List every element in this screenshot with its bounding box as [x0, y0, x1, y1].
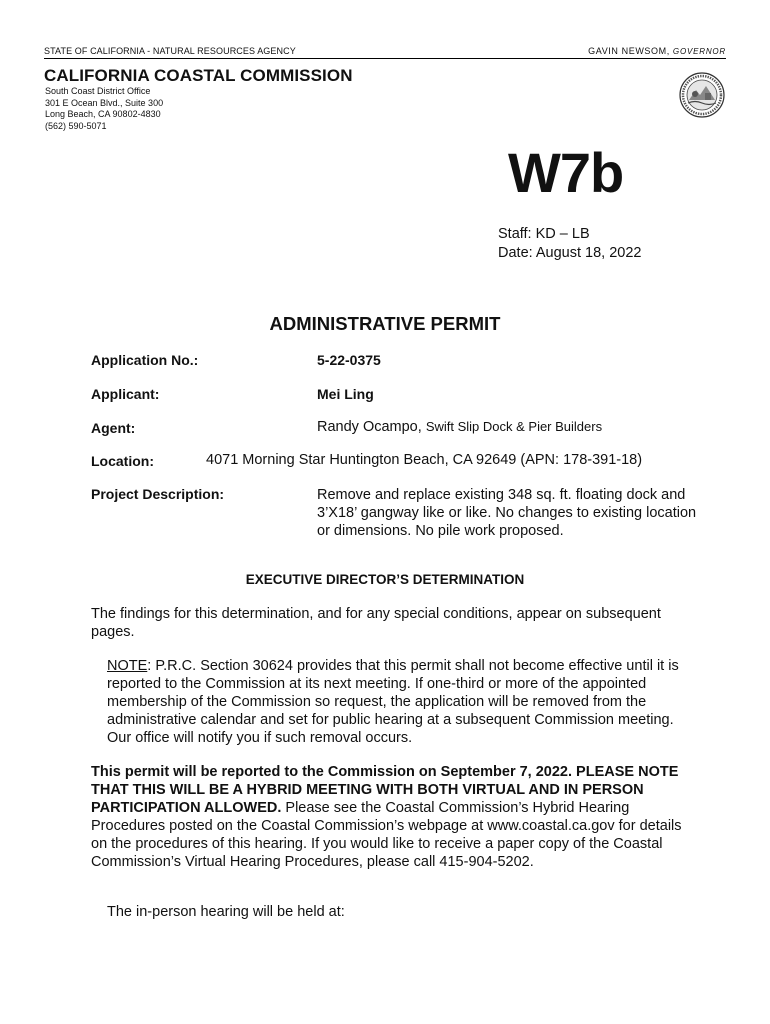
state-seal-icon — [679, 72, 725, 118]
agent-firm: Swift Slip Dock & Pier Builders — [425, 419, 603, 434]
findings-paragraph: The findings for this determination, and for any special conditions, appear on subsequent pages. — [91, 606, 661, 640]
report-text: Please see the Coastal Commission’s Hybrid Hearing Procedures posted on the Coastal Commission’s webpage at www.coastal.ca.gov for details on the procedures of this hearing. If you would like to receive a paper copy of the Coastal Commission’s Virtual Hearing Procedures, please call 415-904-5202. — [91, 800, 682, 870]
date-line: Date: August 18, 2022 — [498, 245, 642, 261]
permit-title: ADMINISTRATIVE PERMIT — [269, 313, 501, 334]
note-text: : P.R.C. Section 30624 provides that this permit shall not become effective until it is reported to the Commission at its next meeting. If one-third or more of the appointed membership of the Commission so request, the application will be removed from the administrative calendar and set for public hearing at a subsequent Commission meeting. Our office will notify you if such removal occurs. — [107, 658, 679, 746]
description-value: Remove and replace existing 348 sq. ft. floating dock and 3’X18’ gangway like or like. No changes to existing location or dimensions. No pile work proposed. — [317, 487, 697, 539]
office-street: 301 E Ocean Blvd., Suite 300 — [45, 97, 164, 108]
governor-line — [588, 46, 726, 56]
commission-name: CALIFORNIA COASTAL COMMISSION — [44, 66, 353, 85]
application-label: Application No.: — [91, 352, 199, 368]
governor-role: GOVERNOR — [672, 47, 726, 56]
agenda-item-number: W7b — [508, 141, 624, 204]
location-value: 4071 Morning Star Huntington Beach, CA 92649 (APN: 178-391-18) — [206, 452, 643, 468]
application-value: 5-22-0375 — [317, 352, 381, 368]
agent-value — [317, 419, 602, 435]
report-bold-text: This permit will be reported to the Commission on September 7, 2022. PLEASE NOTE THAT THIS WILL BE A HYBRID MEETING WITH BOTH VIRTUAL AND IN PERSON PARTICIPATION ALLOWED. — [91, 764, 679, 816]
agent-label: Agent: — [91, 420, 136, 436]
note-label: NOTE — [107, 658, 148, 674]
office-name: South Coast District Office — [45, 86, 151, 96]
governor-name: GAVIN NEWSOM, — [588, 46, 673, 56]
location-label: Location: — [91, 453, 154, 469]
staff-line: Staff: KD – LB — [498, 226, 590, 242]
in-person-hearing-line: The in-person hearing will be held at: — [107, 904, 345, 920]
agent-name: Randy Ocampo, — [317, 419, 426, 435]
applicant-label: Applicant: — [91, 386, 160, 402]
office-phone: (562) 590-5071 — [45, 120, 107, 131]
description-label: Project Description: — [91, 486, 225, 502]
agency-name: STATE OF CALIFORNIA - NATURAL RESOURCES AGENCY — [44, 46, 296, 56]
executive-determination-title: EXECUTIVE DIRECTOR’S DETERMINATION — [245, 572, 525, 587]
report-paragraph — [91, 763, 691, 871]
office-city: Long Beach, CA 90802-4830 — [45, 109, 161, 119]
letterhead-rule — [44, 46, 726, 59]
note-paragraph — [107, 657, 687, 747]
applicant-value: Mei Ling — [317, 386, 374, 402]
